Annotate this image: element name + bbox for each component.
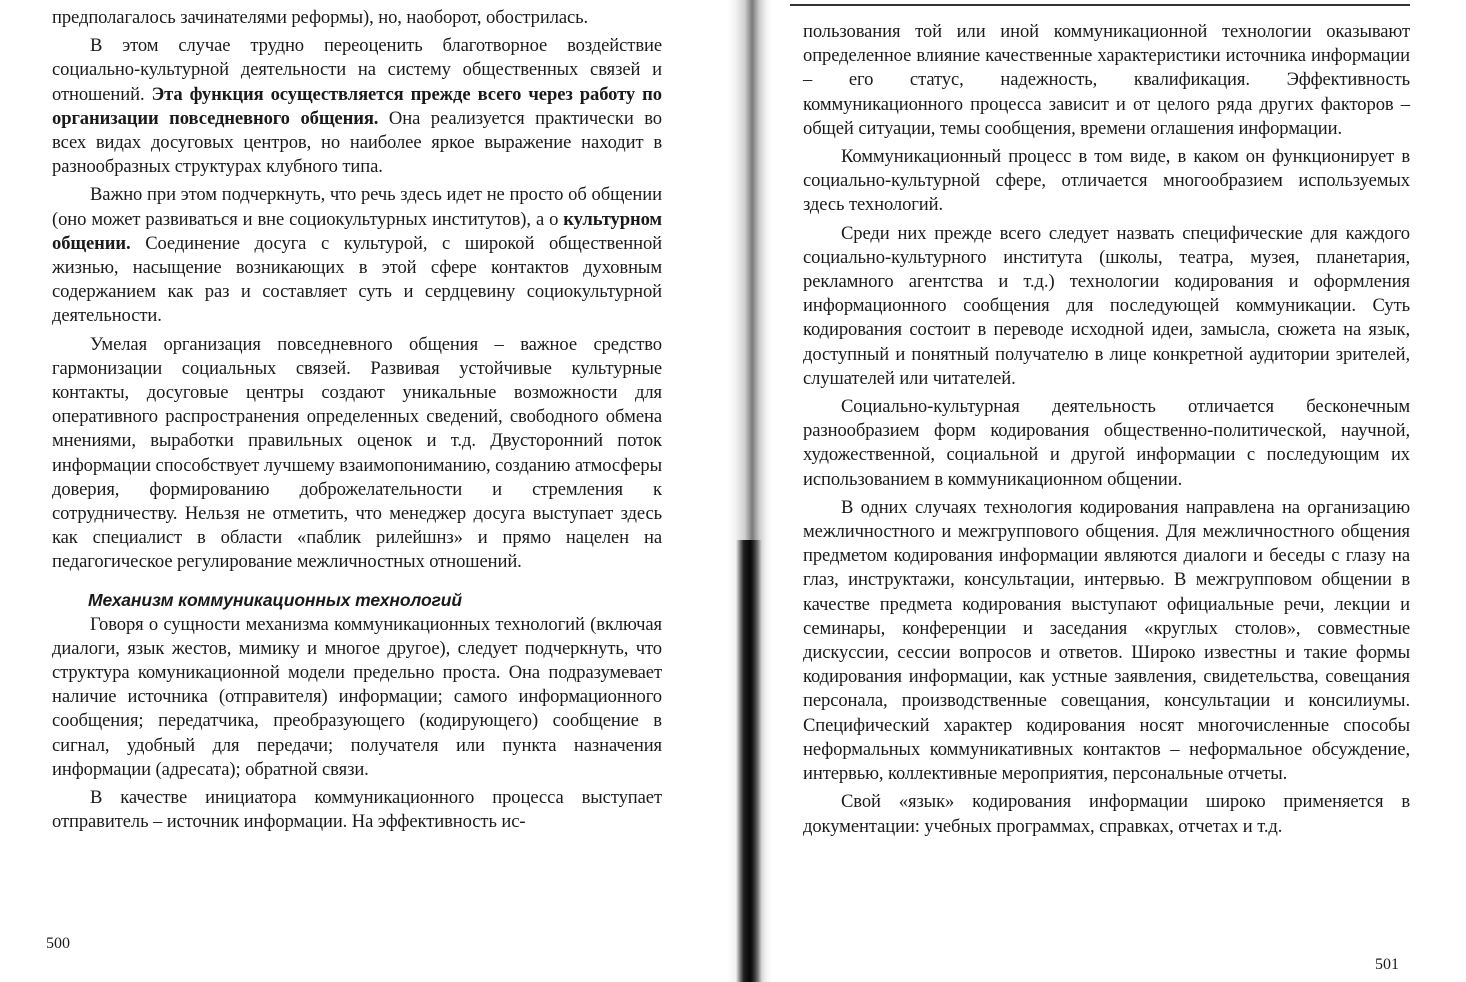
left-page <box>0 0 730 982</box>
gutter-shadow <box>736 540 762 982</box>
paragraph <box>52 34 662 179</box>
paragraph-text: Соединение досуга с культурой, с широкой общественной жизнью, насыщение возникающих в этой сфере контактов духовным содержанием как раз и составляет суть и сердцевину социокультурной деятельности. <box>52 232 662 327</box>
paragraph: пользования той или иной коммуникационной технологии оказывают определенное влияние качественные характеристики источника информации – его статус, надежность, квалификация. Эффективность коммуникационного процесса зависит и от целого ряда других факторов – общей ситуации, темы сообщения, времени оглашения информации. <box>803 21 1410 139</box>
right-page <box>770 0 1466 982</box>
paragraph: Среди них прежде всего следует назвать специфические для каждого социально-культурного института (школы, театра, музея, планетария, рекламного агентства и т.д.) технологии кодирования и оформления информационного сообщения для последующей коммуникации. Суть кодирования состоит в переводе исходной идеи, замысла, сюжета на язык, доступный и понятный получателю в лице конкретной аудитории зрителей, слушателей или читателей. <box>803 222 1410 389</box>
section-title: Механизм коммуникационных технологий <box>88 589 462 610</box>
paragraph-text: В этом случае трудно переоценить благотворное воздействие социально-культурной деятельности на систему общественных связей и отношений. <box>52 35 662 105</box>
paragraph: Говоря о сущности механизма коммуникационных технологий (включая диалоги, язык жестов, мимику и многое другое), следует подчеркнуть, что структура комуникационной модели предельно проста. Она подразумевает наличие источника (отправителя) информации; самого информационного сообщения; передатчика, преобразующего (кодирующего) сообщение в сигнал, удобный для передачи; получателя или пункта назначения информации (адресата); обратной связи. <box>52 613 662 780</box>
emphasis-text: культурном общении. <box>52 208 662 254</box>
right-page-text <box>803 20 1410 839</box>
paragraph-text: Важно при этом подчеркнуть, что речь здесь идет не просто об общении (оно может развиваться и вне социокультурных институтов), а о <box>52 184 662 230</box>
paragraph: предполагалось зачинателями реформы), но, наоборот, обострилась. <box>52 7 589 28</box>
paragraph <box>52 183 662 328</box>
paragraph: Коммуникационный процесс в том виде, в каком он функционирует в социально-культурной сфере, отличается многообразием используемых здесь технологий. <box>803 146 1410 216</box>
paragraph: Свой «язык» кодирования информации широко применяется в документации: учебных программах, справках, отчетах и т.д. <box>803 791 1410 837</box>
paragraph-text: Она реализуется практически во всех видах досуговых центров, но наиболее яркое выражение находит в разнообразных структурах клубного типа. <box>52 107 662 178</box>
page-number: 500 <box>46 935 70 952</box>
page-number: 501 <box>1375 956 1399 973</box>
left-page-text <box>52 6 662 835</box>
paragraph: В качестве инициатора коммуникационного процесса выступает отправитель – источник информации. На эффективность ис- <box>52 787 662 833</box>
paragraph: В одних случаях технология кодирования направлена на организацию межличностного и межгруппового общения. Для межличностного общения предметом кодирования информации являются диалоги и беседы с глазу на глаз, инструктажи, консультации, интервью. В межгрупповом общении в качестве предмета кодирования выступают официальные речи, лекции и семинары, конференции и заседания «круглых столов», совместные дискуссии, сессии вопросов и ответов. Широко известны и такие формы кодирования информации, как устные заявления, свидетельства, совещания персонала, производственные совещания, консультации и консилиумы. Специфический характер кодирования носят многочисленные способы неформальных коммуникативных контактов – неформальное обсуждение, интервью, коллективные мероприятия, персональные отчеты. <box>803 496 1410 785</box>
paragraph: Социально-культурная деятельность отличается бесконечным разнообразием форм кодирования общественно-политической, научной, художественной, социальной и другой информации с последующим их использованием в коммуникационном общении. <box>803 396 1410 490</box>
paragraph: Умелая организация повседневного общения – важное средство гармонизации социальных связей. Развивая устойчивые культурные контакты, досуговые центры создают уникальные возможности для оперативного распространения определенных сведений, свободного обмена мнениями, выработки правильных оценок и т.д. Двусторонний поток информации способствует лучшему взаимопониманию, созданию атмосферы доверия, формированию доброжелательности и стремления к сотрудничеству. Нельзя не отметить, что менеджер досуга выступает здесь как специалист в области «паблик рилейшнз» и прямо нацелен на педагогическое регулирование межличностных отношений. <box>52 333 662 573</box>
emphasis-text: Эта функция осуществляется прежде всего через работу по организации повседневного общения. <box>52 83 662 129</box>
top-rule <box>790 4 1410 6</box>
